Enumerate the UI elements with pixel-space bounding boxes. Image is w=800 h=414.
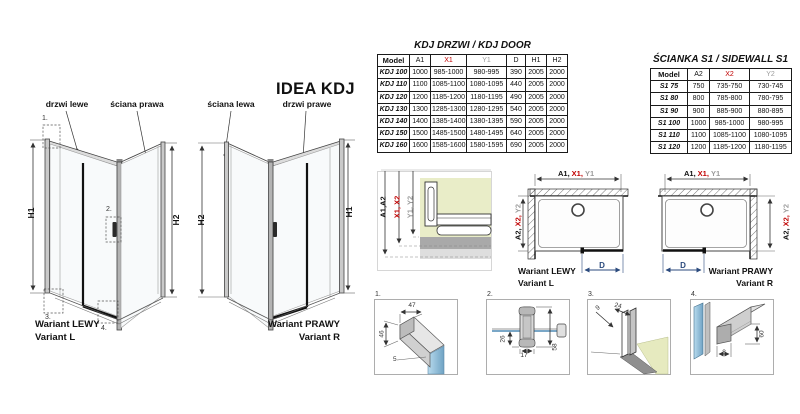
section-dim-a-label: A1,A2	[378, 196, 388, 218]
cell: S1 80	[651, 93, 688, 105]
col-a1: A1	[410, 55, 431, 67]
detail-3-dim-24: 24	[613, 301, 623, 311]
table-row	[651, 81, 792, 93]
sidewall-table	[650, 68, 792, 154]
cell: 390	[507, 67, 526, 79]
cell: 1580-1595	[467, 140, 507, 152]
cell: 785-800	[710, 93, 750, 105]
variant-r-wall-label: ściana lewa	[207, 99, 255, 109]
cell: 1200	[688, 142, 710, 154]
plan-l-caption: Wariant LEWY	[518, 266, 576, 276]
detail-3-number: 3.	[588, 291, 594, 298]
cell: 490	[507, 91, 526, 103]
cell: 885-900	[710, 105, 750, 117]
cell: S1 90	[651, 105, 688, 117]
table-row	[651, 117, 792, 129]
cell: 750	[688, 81, 710, 93]
cell: 730-745	[750, 81, 792, 93]
door-table	[377, 54, 568, 153]
sidewall-glass	[121, 145, 163, 328]
sidewall-post	[161, 142, 165, 297]
cell: 540	[507, 103, 526, 115]
cell: S1 110	[651, 129, 688, 141]
cell: 440	[507, 79, 526, 91]
plan-r-caption-en: Variant R	[736, 278, 773, 288]
dim-x1: X1,	[571, 169, 583, 178]
detail-1-dim-46: 46	[378, 330, 386, 338]
table-row	[651, 129, 792, 141]
sidewall-table-header	[651, 69, 792, 81]
table-row	[378, 128, 568, 140]
plan-l-width-label	[558, 169, 594, 178]
cell: KDJ 120	[378, 91, 410, 103]
cell: KDJ 150	[378, 128, 410, 140]
dim-x2: X2,	[781, 215, 791, 227]
cell: 1600	[410, 140, 431, 152]
cell: 1100	[410, 79, 431, 91]
cell: 1480-1495	[467, 128, 507, 140]
cell: 1185-1200	[431, 91, 467, 103]
col-a2: A2	[688, 69, 710, 81]
variant-r-drawing	[195, 85, 365, 350]
cell: KDJ 130	[378, 103, 410, 115]
dim-x2: X2,	[513, 215, 523, 227]
variant-r-caption-en: Variant R	[298, 332, 340, 343]
cell: 1085-1100	[431, 79, 467, 91]
variant-r-door-label: drzwi prawe	[282, 99, 332, 109]
detail-2-dim-58: 58	[551, 343, 559, 351]
detail-4-dim-60: 60	[758, 330, 766, 338]
cell: 780-795	[750, 93, 792, 105]
cell: 2005	[526, 67, 547, 79]
callout-4-label: 4.	[101, 325, 107, 332]
dim-x1: X1,	[697, 169, 709, 178]
dim-a2: A2,	[513, 228, 523, 241]
cell: 2000	[547, 140, 568, 152]
sidewall-post	[225, 142, 229, 297]
variant-l-drawing	[25, 85, 195, 350]
cell: KDJ 100	[378, 67, 410, 79]
cell: 2000	[547, 128, 568, 140]
cell: 1180-1195	[467, 91, 507, 103]
plan-l-depth-label	[514, 204, 523, 240]
cell: S1 75	[651, 81, 688, 93]
sidewall-glass	[227, 145, 269, 328]
cell: 690	[507, 140, 526, 152]
sidewall-table-block	[650, 54, 791, 154]
cell: 2005	[526, 128, 547, 140]
detail-4-number: 4.	[691, 291, 697, 298]
door-table-block	[377, 40, 568, 153]
dim-y1: Y1	[584, 169, 595, 178]
table-row	[378, 67, 568, 79]
variant-r-caption: Wariant PRAWY	[268, 319, 340, 330]
detail-1-drawing	[374, 299, 458, 375]
corner-post	[269, 162, 274, 330]
detail-4-dim-8: 8	[722, 349, 726, 356]
cell: 1000	[410, 67, 431, 79]
col-h1: H1	[526, 55, 547, 67]
variant-l-caption: Wariant LEWY	[35, 319, 100, 330]
profile-plate	[630, 308, 636, 355]
plan-r-depth-label	[782, 204, 791, 240]
cell: 2000	[547, 91, 568, 103]
cell: 1080-1095	[467, 79, 507, 91]
cell: 1180-1195	[750, 142, 792, 154]
variant-l-h2-label: H2	[171, 214, 181, 226]
col-x2: X2	[710, 69, 750, 81]
cell: 1300	[410, 103, 431, 115]
variant-r-h1-label: H1	[344, 206, 354, 218]
table-row	[378, 115, 568, 127]
door-table-header	[378, 55, 568, 67]
dim-a2: A2,	[781, 228, 791, 241]
cell: 985-1000	[431, 67, 467, 79]
col-h2: H2	[547, 55, 568, 67]
cell: 2005	[526, 79, 547, 91]
col-model: Model	[651, 69, 688, 81]
cell: 735-750	[710, 81, 750, 93]
col-y1: Y1	[467, 55, 507, 67]
cell: 2005	[526, 91, 547, 103]
cell: 1285-1300	[431, 103, 467, 115]
cell: 2005	[526, 115, 547, 127]
cell: 1100	[688, 129, 710, 141]
dim-y1: Y1	[710, 169, 721, 178]
col-y2: Y2	[750, 69, 792, 81]
variant-r-h2-label: H2	[196, 214, 206, 226]
cell: 1200	[410, 91, 431, 103]
col-x1: X1	[431, 55, 467, 67]
cell: 590	[507, 115, 526, 127]
variant-l-h1-label: H1	[26, 207, 36, 219]
tray-edge-fill	[420, 237, 491, 249]
right-wall	[750, 189, 757, 259]
cell: 640	[507, 128, 526, 140]
section-dim-x-label: X1, X2	[392, 195, 402, 219]
dim-y2: Y2	[513, 203, 523, 214]
dim-y2: Y2	[781, 203, 791, 214]
plan-l-caption-en: Variant L	[518, 278, 554, 288]
plan-r-width-label	[684, 169, 720, 178]
section-dim-y-label: Y1, Y2	[405, 195, 415, 219]
cell: 2005	[526, 140, 547, 152]
table-row	[651, 105, 792, 117]
cell: 900	[688, 105, 710, 117]
variant-l-caption-en: Variant L	[35, 332, 76, 343]
top-wall	[660, 189, 757, 196]
variant-l-door-label: drzwi lewe	[45, 99, 89, 109]
cell: KDJ 160	[378, 140, 410, 152]
cell: 2005	[526, 103, 547, 115]
detail-2-dim-17: 17	[520, 352, 528, 359]
cell: 1185-1200	[710, 142, 750, 154]
door-handle	[273, 222, 277, 237]
table-row	[651, 142, 792, 154]
cell: 1385-1400	[431, 115, 467, 127]
cell: 2000	[547, 67, 568, 79]
cell: S1 100	[651, 117, 688, 129]
variant-l-wall-label: ściana prawa	[110, 99, 164, 109]
cell: 985-1000	[710, 117, 750, 129]
cell: 2000	[547, 79, 568, 91]
detail-1-number: 1.	[375, 291, 381, 298]
plan-r-d-label: D	[680, 261, 686, 270]
detail-3-dim-9: 9	[594, 304, 602, 312]
table-row	[378, 79, 568, 91]
detail-1-dim-47: 47	[408, 302, 416, 309]
table-row	[378, 140, 568, 152]
table-row	[378, 103, 568, 115]
cell: KDJ 140	[378, 115, 410, 127]
plan-r-caption: Wariant PRAWY	[708, 266, 773, 276]
detail-1-dim-5: 5	[393, 356, 397, 363]
cell: 980-995	[467, 67, 507, 79]
cell: 1085-1100	[710, 129, 750, 141]
cell: 1380-1395	[467, 115, 507, 127]
cell: 880-895	[750, 105, 792, 117]
cell: 2000	[547, 115, 568, 127]
section-view-drawing	[373, 162, 501, 290]
cell: 1080-1095	[750, 129, 792, 141]
col-model: Model	[378, 55, 410, 67]
cell: 2000	[547, 103, 568, 115]
cell: 980-995	[750, 117, 792, 129]
dim-a1: A1,	[558, 169, 570, 178]
cell: 1280-1295	[467, 103, 507, 115]
cell: 1000	[688, 117, 710, 129]
glass-plate	[622, 310, 628, 357]
cell: 1500	[410, 128, 431, 140]
callout-2-label: 2.	[106, 206, 112, 213]
cell: KDJ 110	[378, 79, 410, 91]
cell: 1485-1500	[431, 128, 467, 140]
detail-2-dim-26: 26	[499, 335, 507, 343]
cell: 1585-1600	[431, 140, 467, 152]
cell: 1400	[410, 115, 431, 127]
rail-end-face	[717, 324, 731, 344]
table-row	[378, 91, 568, 103]
sidewall-table-title: ŚCIANKA S1 / SIDEWALL S1	[652, 54, 789, 65]
callout-3-label: 3.	[45, 314, 51, 321]
table-row	[651, 93, 792, 105]
left-wall	[528, 189, 535, 259]
door-handle	[113, 222, 117, 237]
dim-a1: A1,	[684, 169, 696, 178]
drain	[572, 204, 584, 216]
page-title: IDEA KDJ	[276, 80, 355, 98]
col-d: D	[507, 55, 526, 67]
drain	[701, 204, 713, 216]
wall-bracket	[557, 324, 566, 337]
cell: 800	[688, 93, 710, 105]
rail-profile	[437, 214, 491, 225]
top-wall	[530, 189, 628, 196]
cell: S1 120	[651, 142, 688, 154]
detail-2-number: 2.	[487, 291, 493, 298]
glass-panel	[694, 303, 703, 359]
door-table-title: KDJ DRZWI / KDJ DOOR	[414, 40, 531, 51]
door-wall-post	[45, 139, 50, 293]
callout-1-label: 1.	[42, 115, 48, 122]
plan-l-d-label: D	[599, 261, 605, 270]
